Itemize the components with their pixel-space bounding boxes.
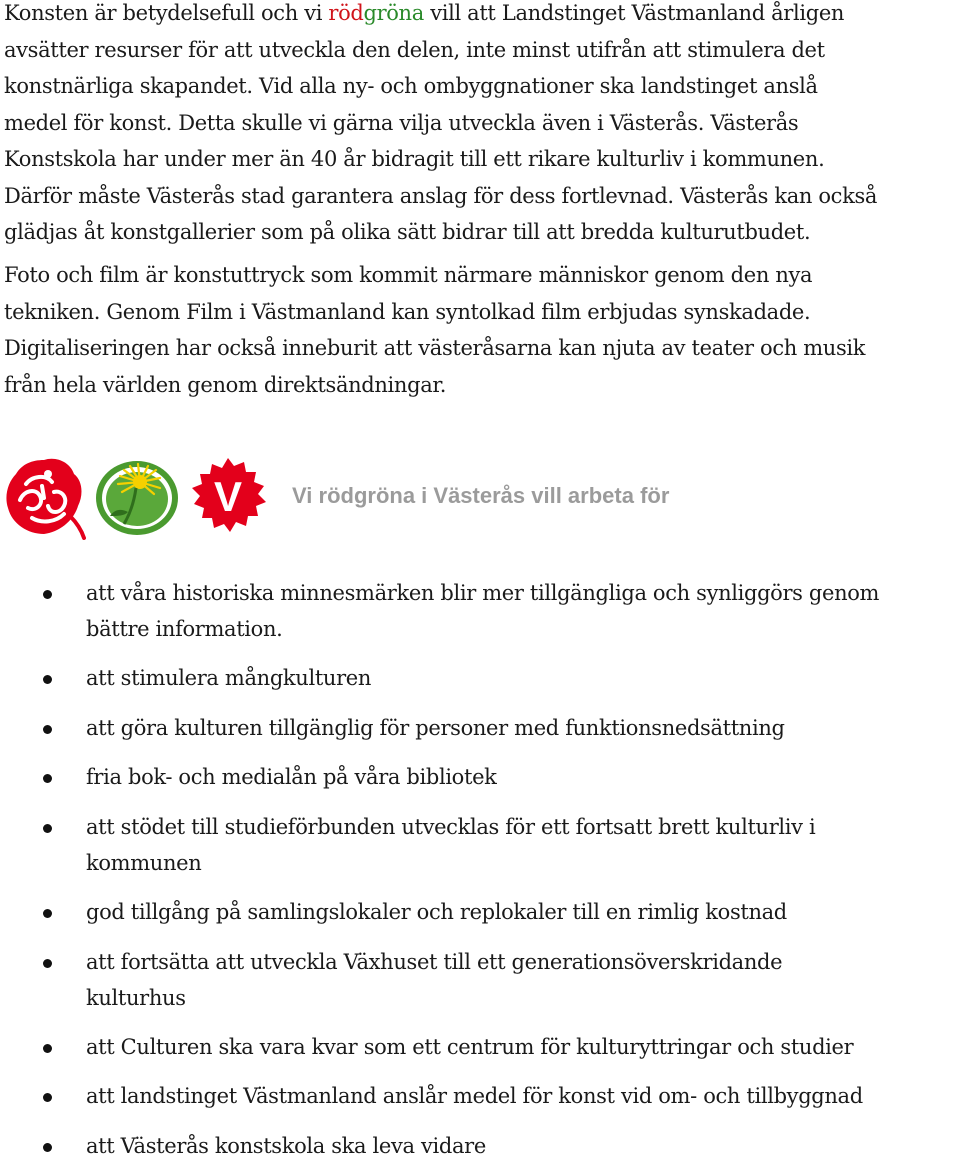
- list-item-text: [86, 810, 956, 881]
- bullet-icon: [43, 725, 52, 734]
- list-item-line: kommunen: [86, 850, 202, 875]
- paragraph-art-funding: [4, 0, 956, 251]
- bullet-icon: [43, 1044, 52, 1053]
- paragraph-line: tekniken. Genom Film i Västmanland kan syntolkad film erbjudas synskadade.: [4, 299, 811, 324]
- list-item-text: [86, 1030, 956, 1066]
- list-item-line: att landstinget Västmanland anslår medel för konst vid om- och tillbyggnad: [86, 1084, 863, 1108]
- bullet-icon: [43, 675, 52, 684]
- bullet-icon: [43, 959, 52, 968]
- section-heading: Vi rödgröna i Västerås vill arbeta för: [292, 483, 670, 508]
- list-item-text: [86, 1129, 956, 1165]
- list-item-line: att fortsätta att utveckla Växhuset till ett generationsöverskridande: [86, 950, 783, 974]
- list-item-text: [86, 895, 956, 931]
- paragraph-line: Därför måste Västerås stad garantera anslag för dess fortlevnad. Västerås kan också: [4, 183, 878, 208]
- list-item-text: [86, 945, 956, 1016]
- list-item-line: att Västerås konstskola ska leva vidare: [86, 1134, 486, 1158]
- paragraph-line: [4, 0, 956, 32]
- paragraph-line: Konstskola har under mer än 40 år bidragit till ett rikare kulturliv i kommunen.: [4, 147, 825, 171]
- list-item-text: [86, 711, 956, 747]
- paragraph-line: glädjas åt konstgallerier som på olika sätt bidrar till att bredda kulturutbudet.: [4, 220, 811, 244]
- bullet-icon: [43, 824, 52, 833]
- paragraph-line: från hela världen genom direktsändningar.: [4, 372, 447, 397]
- list-item-text: [86, 661, 956, 697]
- list-item-line: kulturhus: [86, 985, 186, 1010]
- bullet-icon: [43, 909, 52, 918]
- paragraph-film-digital: [4, 257, 956, 403]
- text-run: vill att Landstinget Västmanland årligen: [423, 1, 845, 25]
- list-item-line: att göra kulturen tillgänglig för personer med funktionsnedsättning: [86, 716, 785, 740]
- list-item-text: [86, 576, 956, 647]
- highlighted-word-rod: röd: [328, 1, 364, 25]
- list-item-line: att stödet till studieförbunden utvecklas för ett fortsatt brett kulturliv i: [86, 815, 816, 839]
- paragraph-line: Digitaliseringen har också inneburit att västeråsarna kan njuta av teater och musik: [4, 336, 866, 360]
- paragraph-line: Foto och film är konstuttryck som kommit närmare människor genom den nya: [4, 263, 813, 287]
- list-item-line: bättre information.: [86, 616, 283, 641]
- paragraph-line: avsätter resurser för att utveckla den delen, inte minst utifrån att stimulera det: [4, 37, 825, 62]
- list-item-text: [86, 1079, 956, 1115]
- green-dandelion-icon: [94, 458, 180, 538]
- party-logos: [0, 452, 270, 544]
- list-item-text: [86, 760, 956, 796]
- highlighted-word-grona: gröna: [363, 1, 424, 25]
- red-v-icon: [188, 456, 268, 536]
- paragraph-line: medel för konst. Detta skulle vi gärna vilja utveckla även i Västerås. Västerås: [4, 110, 799, 135]
- paragraph-line: konstnärliga skapandet. Vid alla ny- och ombyggnationer ska landstinget anslå: [4, 74, 818, 98]
- list-item-line: att stimulera mångkulturen: [86, 666, 372, 690]
- list-item-line: god tillgång på samlingslokaler och replokaler till en rimlig kostnad: [86, 900, 787, 924]
- bullet-icon: [43, 590, 52, 599]
- text-run: Konsten är betydelsefull och vi: [4, 1, 329, 25]
- list-item-line: fria bok- och medialån på våra bibliotek: [86, 765, 497, 789]
- bullet-icon: [43, 1093, 52, 1102]
- list-item-line: att Culturen ska vara kvar som ett centrum för kulturyttringar och studier: [86, 1035, 854, 1059]
- red-rose-icon: [2, 454, 86, 540]
- list-item-line: att våra historiska minnesmärken blir mer tillgängliga och synliggörs genom: [86, 581, 880, 605]
- bullet-icon: [43, 774, 52, 783]
- bullet-icon: [43, 1143, 52, 1152]
- v-letter: V: [213, 473, 243, 520]
